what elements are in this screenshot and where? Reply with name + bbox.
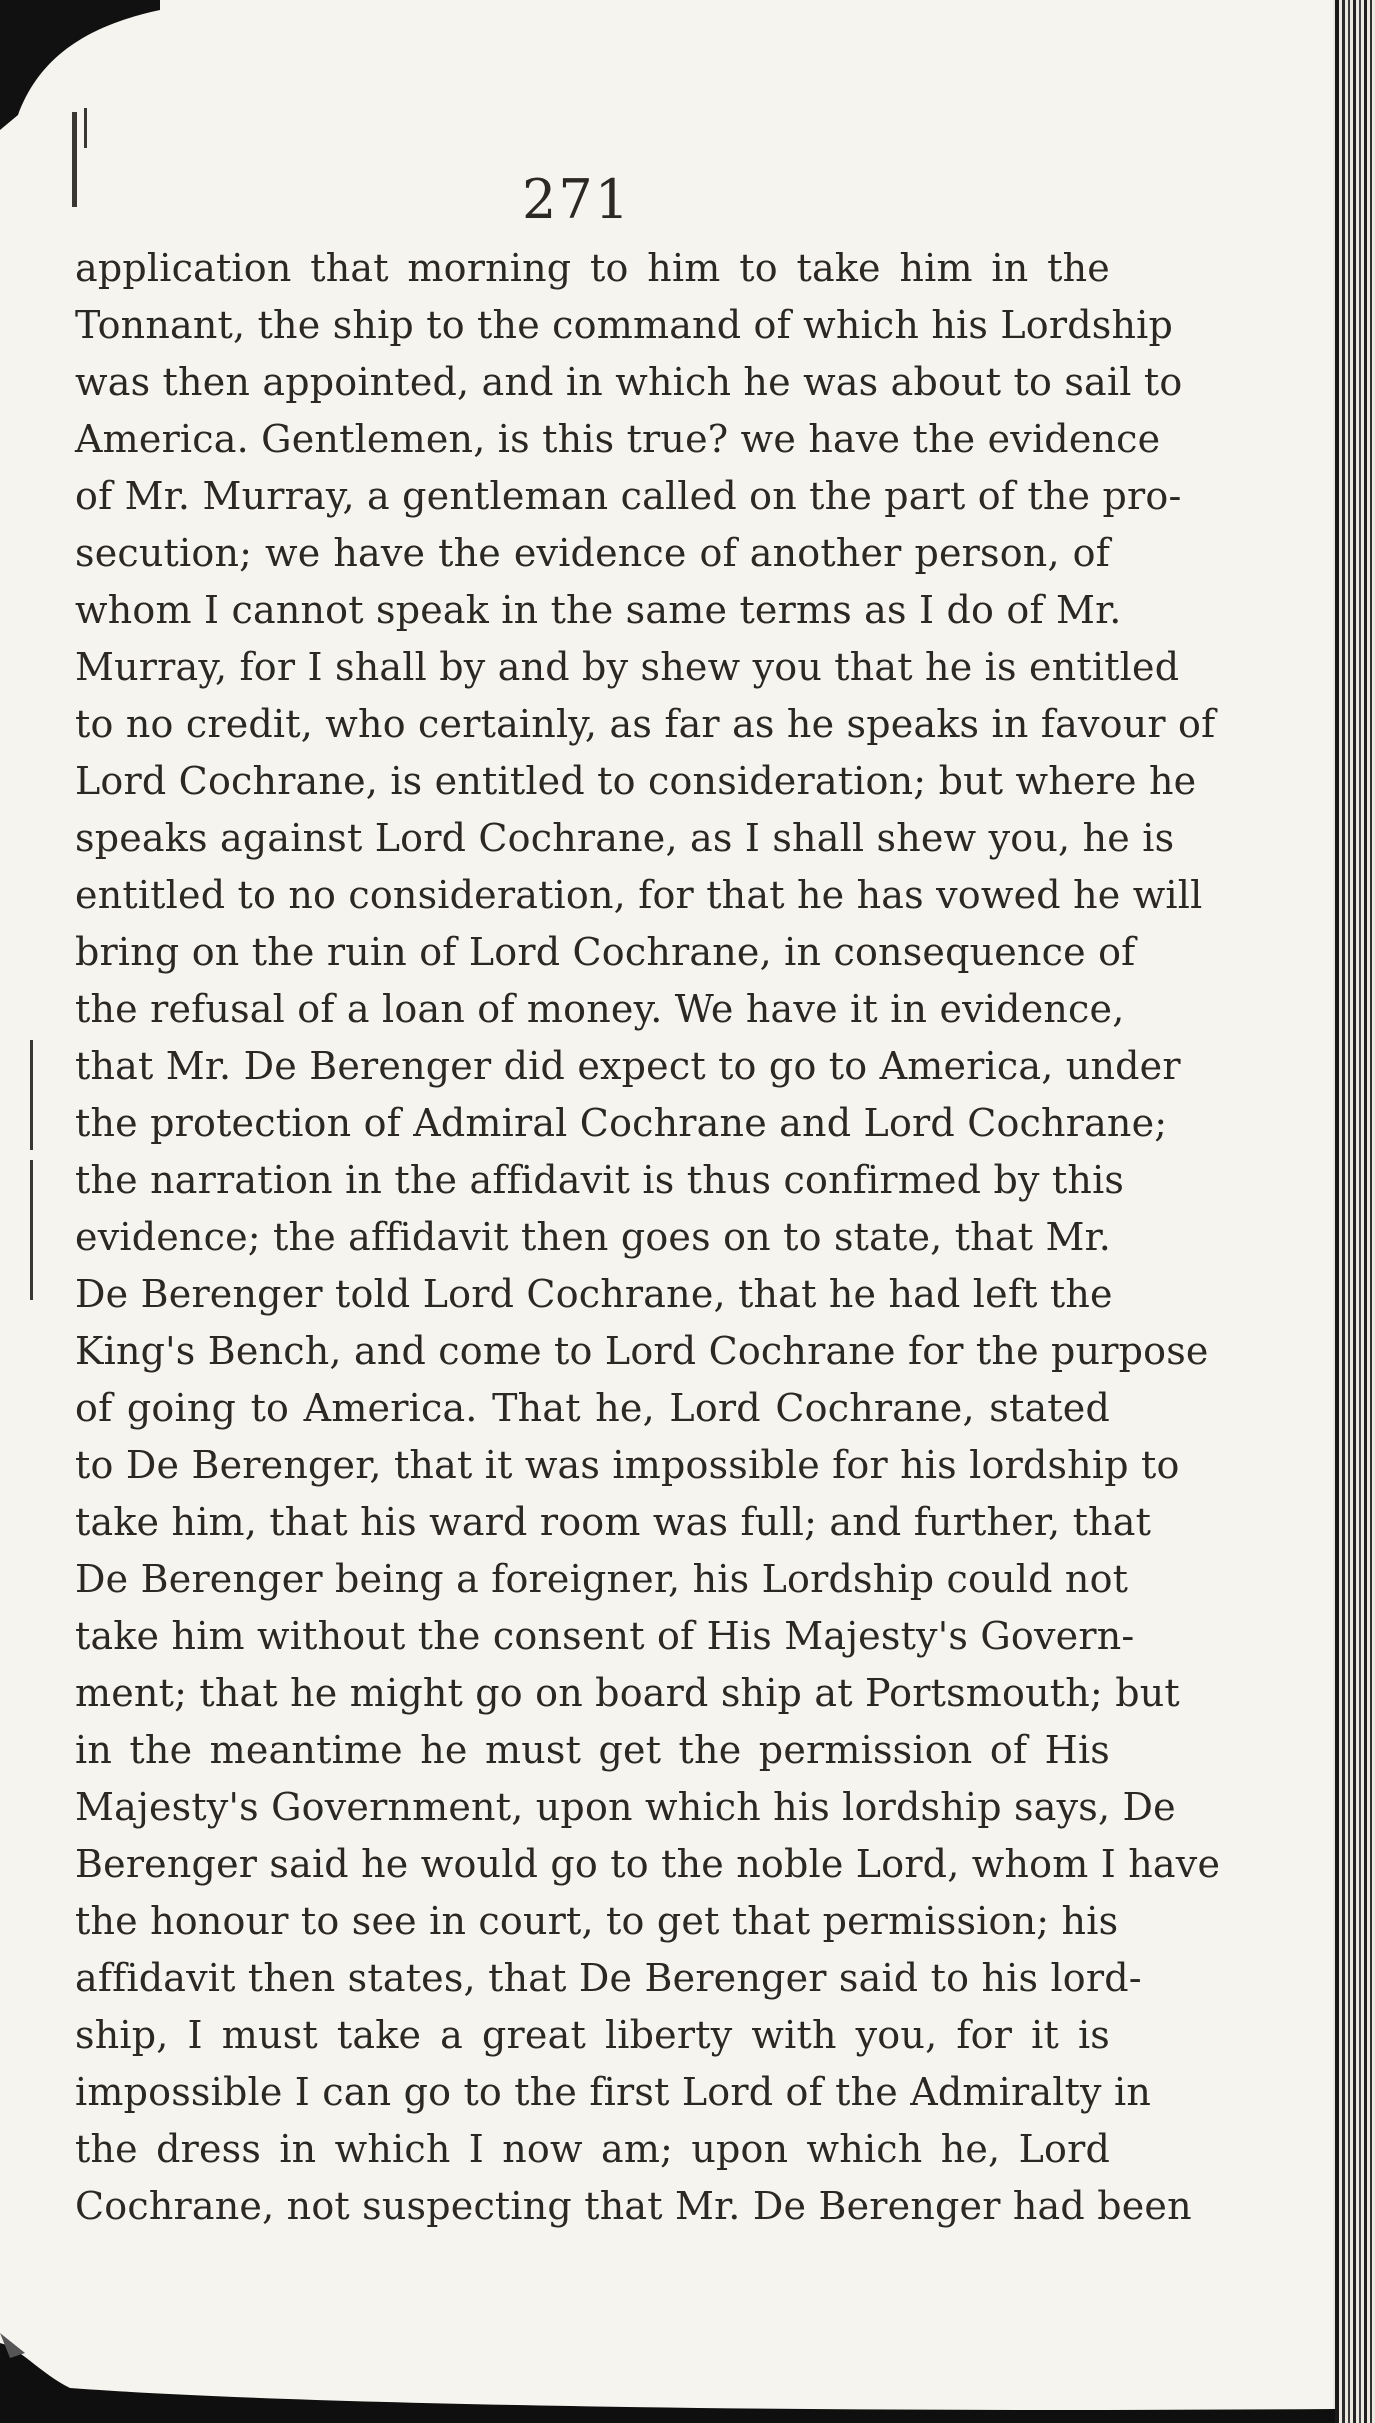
margin-mark-top [72, 112, 77, 207]
text-line: the narration in the affidavit is thus confirmed by this [75, 1158, 1125, 1202]
text-line: Majesty's Government, upon which his lordship says, De [75, 1785, 1176, 1829]
text-line: take him without the consent of His Majesty's Govern- [75, 1614, 1135, 1658]
text-line: De Berenger told Lord Cochrane, that he had left the [75, 1272, 1113, 1316]
text-line: ship, I must take a great liberty with you, for it is [75, 2013, 1110, 2057]
text-line: speaks against Lord Cochrane, as I shall shew you, he is [75, 816, 1175, 860]
margin-mark-top-small [84, 108, 87, 148]
margin-mark-left-upper [30, 1040, 33, 1150]
text-line: King's Bench, and come to Lord Cochrane for the purpose [75, 1329, 1209, 1373]
text-line: whom I cannot speak in the same terms as I do of Mr. [75, 588, 1122, 632]
text-line: ment; that he might go on board ship at Portsmouth; but [75, 1671, 1180, 1715]
text-line: was then appointed, and in which he was about to sail to [75, 360, 1183, 404]
text-line: Berenger said he would go to the noble Lord, whom I have [75, 1842, 1221, 1886]
margin-mark-left-lower [30, 1160, 33, 1300]
body-text [75, 240, 1221, 2235]
page-number: 271 [522, 168, 632, 231]
text-line: to no credit, who certainly, as far as he speaks in favour of [75, 702, 1216, 746]
text-line: that Mr. De Berenger did expect to go to America, under [75, 1044, 1181, 1088]
text-line: secution; we have the evidence of another person, of [75, 531, 1110, 575]
text-line: impossible I can go to the first Lord of the Admiralty in [75, 2070, 1152, 2114]
text-line: the honour to see in court, to get that permission; his [75, 1899, 1119, 1943]
text-line: Murray, for I shall by and by shew you that he is entitled [75, 645, 1180, 689]
text-line: of Mr. Murray, a gentleman called on the part of the pro- [75, 474, 1182, 518]
text-line: De Berenger being a foreigner, his Lordship could not [75, 1557, 1129, 1601]
text-line: take him, that his ward room was full; and further, that [75, 1500, 1152, 1544]
text-line: Tonnant, the ship to the command of which his Lordship [75, 303, 1173, 347]
page-corner-shadow-top [0, 0, 160, 130]
text-line: Lord Cochrane, is entitled to consideration; but where he [75, 759, 1197, 803]
text-line: entitled to no consideration, for that he has vowed he will [75, 873, 1203, 917]
text-line: bring on the ruin of Lord Cochrane, in consequence of [75, 930, 1136, 974]
text-line: affidavit then states, that De Berenger said to his lord- [75, 1956, 1142, 2000]
text-line: to De Berenger, that it was impossible for his lordship to [75, 1443, 1180, 1487]
text-line: in the meantime he must get the permission of His [75, 1728, 1110, 1772]
page-right-edge [1333, 0, 1375, 2423]
text-line: America. Gentlemen, is this true? we have the evidence [75, 417, 1161, 461]
text-line: Cochrane, not suspecting that Mr. De Berenger had been [75, 2184, 1192, 2228]
text-line: application that morning to him to take him in the [75, 246, 1110, 290]
text-line: the dress in which I now am; upon which he, Lord [75, 2127, 1110, 2171]
text-line: evidence; the affidavit then goes on to state, that Mr. [75, 1215, 1112, 1259]
text-line: the refusal of a loan of money. We have it in evidence, [75, 987, 1125, 1031]
text-line: of going to America. That he, Lord Cochrane, stated [75, 1386, 1110, 1430]
page-bottom-edge-shadow [0, 2313, 1375, 2423]
text-line: the protection of Admiral Cochrane and Lord Cochrane; [75, 1101, 1168, 1145]
